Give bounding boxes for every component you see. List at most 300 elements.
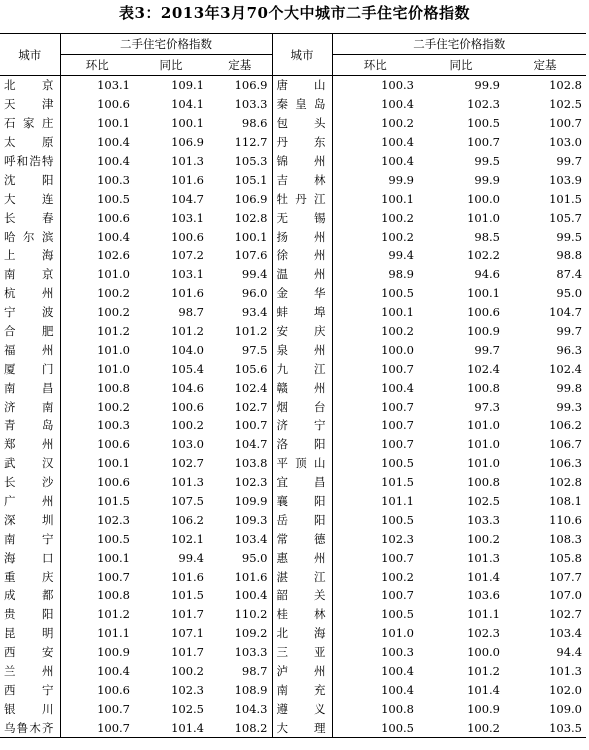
table-row (0, 227, 586, 246)
table-row (0, 510, 586, 529)
right-fixed-cell: 108.3 (549, 531, 583, 546)
yoy-header-right: 同比 (418, 55, 504, 76)
left-mom-cell: 102.6 (60, 246, 134, 265)
right-mom-cell: 100.4 (332, 662, 418, 681)
left-yoy-cell: 103.1 (171, 267, 204, 282)
right-city-cell: 三 亚 (276, 645, 326, 660)
left-mom-cell: 100.4 (60, 227, 134, 246)
right-city-cell: 扬 州 (276, 229, 326, 244)
left-mom-cell: 100.7 (60, 567, 134, 586)
left-city-cell: 合 肥 (4, 324, 54, 339)
left-fixed-cell: 105.3 (208, 152, 272, 171)
left-mom-cell: 101.0 (60, 340, 134, 359)
right-city-cell: 湛 江 (276, 569, 326, 584)
left-city-cell: 武 汉 (4, 456, 54, 471)
right-mom-cell: 100.0 (332, 340, 418, 359)
left-yoy-cell: 101.7 (171, 607, 204, 622)
left-yoy-cell: 102.1 (171, 531, 204, 546)
left-city-cell: 长 春 (4, 210, 54, 225)
left-mom-cell: 100.8 (60, 586, 134, 605)
right-mom-cell: 100.5 (332, 718, 418, 737)
right-fixed-cell: 102.8 (549, 78, 583, 93)
left-city-cell: 哈尔滨 (4, 229, 54, 244)
right-fixed-cell: 104.7 (549, 305, 583, 320)
right-city-cell: 泉 州 (276, 342, 326, 357)
table-row (0, 643, 586, 662)
left-yoy-cell: 109.1 (171, 78, 204, 93)
left-mom-cell: 103.1 (60, 76, 134, 95)
price-index-table (0, 33, 586, 738)
right-fixed-cell: 95.0 (556, 286, 583, 301)
left-mom-cell: 100.7 (60, 699, 134, 718)
left-city-cell: 杭 州 (4, 286, 54, 301)
table-row (0, 492, 586, 511)
right-fixed-cell: 108.1 (549, 494, 583, 509)
right-fixed-cell: 87.4 (556, 267, 583, 282)
right-city-cell: 徐 州 (276, 248, 326, 263)
table-row (0, 246, 586, 265)
right-city-cell: 洛 阳 (276, 437, 326, 452)
table-row (0, 473, 586, 492)
right-yoy-cell: 101.2 (467, 664, 500, 679)
right-fixed-cell: 109.0 (549, 701, 583, 716)
left-city-cell: 兰 州 (4, 664, 54, 679)
table-row (0, 529, 586, 548)
left-city-cell: 南 宁 (4, 531, 54, 546)
right-yoy-cell: 102.5 (467, 494, 500, 509)
left-city-cell: 昆 明 (4, 626, 54, 641)
left-mom-cell: 100.6 (60, 435, 134, 454)
table-row (0, 662, 586, 681)
left-city-cell: 长 沙 (4, 475, 54, 490)
left-fixed-cell: 105.1 (208, 170, 272, 189)
left-fixed-cell: 108.9 (208, 681, 272, 700)
right-city-cell: 平顶山 (276, 456, 326, 471)
table-row (0, 76, 586, 95)
right-yoy-cell: 99.5 (474, 154, 500, 168)
index-group-header-left: 二手住宅价格指数 (60, 34, 272, 55)
left-mom-cell: 100.3 (60, 170, 134, 189)
left-yoy-cell: 106.9 (171, 135, 204, 150)
right-mom-cell: 100.4 (332, 95, 418, 114)
right-city-cell: 秦皇岛 (276, 97, 326, 112)
table-body (0, 76, 586, 738)
table-row (0, 322, 586, 341)
right-mom-cell: 101.5 (332, 473, 418, 492)
right-city-cell: 常 德 (276, 531, 326, 546)
right-fixed-cell: 103.4 (549, 626, 583, 641)
left-fixed-cell: 105.6 (208, 359, 272, 378)
table-row (0, 624, 586, 643)
right-mom-cell: 100.7 (332, 435, 418, 454)
right-mom-cell: 102.3 (332, 529, 418, 548)
right-yoy-cell: 100.9 (467, 701, 500, 716)
right-city-cell: 泸 州 (276, 664, 326, 679)
right-mom-cell: 98.9 (332, 265, 418, 284)
left-mom-cell: 100.6 (60, 95, 134, 114)
right-mom-cell: 100.3 (332, 76, 418, 95)
left-mom-cell: 100.6 (60, 208, 134, 227)
left-fixed-cell: 97.5 (208, 340, 272, 359)
right-mom-cell: 100.7 (332, 397, 418, 416)
right-fixed-cell: 102.5 (549, 97, 583, 112)
left-yoy-cell: 100.2 (171, 664, 204, 679)
right-yoy-cell: 99.9 (474, 172, 500, 187)
left-fixed-cell: 99.4 (208, 265, 272, 284)
mom-header-right: 环比 (332, 55, 418, 76)
table-row (0, 454, 586, 473)
left-yoy-cell: 100.6 (171, 229, 204, 244)
yoy-header-left: 同比 (134, 55, 208, 76)
left-mom-cell: 101.0 (60, 359, 134, 378)
left-yoy-cell: 102.5 (171, 701, 204, 716)
city-header-right: 城市 (272, 34, 332, 76)
left-mom-cell: 100.8 (60, 378, 134, 397)
left-fixed-cell: 104.7 (208, 435, 272, 454)
right-fixed-cell: 98.8 (556, 248, 583, 263)
left-city-cell: 天 津 (4, 97, 54, 112)
left-city-cell: 重 庆 (4, 569, 54, 584)
right-mom-cell: 99.4 (332, 246, 418, 265)
left-yoy-cell: 104.6 (171, 380, 204, 395)
left-yoy-cell: 103.0 (171, 437, 204, 452)
left-mom-cell: 101.2 (60, 605, 134, 624)
right-fixed-cell: 101.5 (549, 191, 583, 206)
table-row (0, 681, 586, 700)
right-yoy-cell: 101.0 (467, 418, 500, 433)
left-mom-cell: 100.2 (60, 303, 134, 322)
right-yoy-cell: 100.8 (467, 475, 500, 490)
right-yoy-cell: 100.8 (467, 380, 500, 395)
left-mom-cell: 100.7 (60, 718, 134, 737)
right-fixed-cell: 110.6 (549, 512, 583, 527)
left-yoy-cell: 102.3 (171, 682, 204, 697)
right-mom-cell: 100.2 (332, 114, 418, 133)
right-fixed-cell: 105.8 (549, 550, 583, 565)
left-city-cell: 福 州 (4, 342, 54, 357)
right-city-cell: 南 充 (276, 682, 326, 697)
left-yoy-cell: 100.2 (171, 418, 204, 433)
table-row (0, 699, 586, 718)
right-city-cell: 大 理 (272, 718, 332, 737)
table-row (0, 170, 586, 189)
right-fixed-cell: 99.3 (556, 399, 583, 414)
right-yoy-cell: 100.7 (467, 135, 500, 150)
right-city-cell: 蚌 埠 (276, 305, 326, 320)
right-city-cell: 安 庆 (276, 324, 326, 339)
right-yoy-cell: 100.2 (418, 718, 504, 737)
table-row (0, 189, 586, 208)
right-city-cell: 金 华 (276, 286, 326, 301)
left-yoy-cell: 107.5 (171, 494, 204, 509)
left-city-cell: 深 圳 (4, 512, 54, 527)
left-fixed-cell: 100.1 (208, 227, 272, 246)
right-mom-cell: 100.2 (332, 208, 418, 227)
left-mom-cell: 101.0 (60, 265, 134, 284)
left-city-cell: 广 州 (4, 494, 54, 509)
right-city-cell: 赣 州 (276, 380, 326, 395)
right-fixed-cell: 99.5 (556, 229, 583, 244)
left-yoy-cell: 100.1 (171, 116, 204, 131)
right-yoy-cell: 100.5 (467, 116, 500, 131)
left-yoy-cell: 107.1 (171, 626, 204, 641)
left-fixed-cell: 93.4 (208, 303, 272, 322)
left-fixed-cell: 106.9 (208, 189, 272, 208)
right-city-cell: 岳 阳 (276, 512, 326, 527)
right-city-cell: 济 宁 (276, 418, 326, 433)
left-fixed-cell: 107.6 (208, 246, 272, 265)
left-mom-cell: 100.6 (60, 473, 134, 492)
right-city-cell: 韶 关 (276, 588, 326, 603)
left-yoy-cell: 102.7 (171, 456, 204, 471)
right-fixed-cell: 102.8 (549, 475, 583, 490)
right-city-cell: 丹 东 (276, 135, 326, 150)
left-city-cell: 青 岛 (4, 418, 54, 433)
right-city-cell: 遵 义 (276, 701, 326, 716)
left-fixed-cell: 98.7 (208, 662, 272, 681)
table-row (0, 416, 586, 435)
fixed-header-right: 定基 (504, 55, 586, 76)
right-yoy-cell: 100.1 (467, 286, 500, 301)
right-yoy-cell: 100.9 (467, 324, 500, 339)
left-city-cell: 南 昌 (4, 380, 54, 395)
right-fixed-cell: 103.0 (549, 135, 583, 150)
right-yoy-cell: 101.4 (467, 569, 500, 584)
right-mom-cell: 100.5 (332, 284, 418, 303)
index-group-header-right: 二手住宅价格指数 (332, 34, 586, 55)
right-city-cell: 北 海 (276, 626, 326, 641)
right-fixed-cell: 99.7 (556, 324, 583, 339)
right-city-cell: 唐 山 (276, 78, 326, 93)
table-row (0, 95, 586, 114)
table-row (0, 359, 586, 378)
left-mom-cell: 101.5 (60, 492, 134, 511)
left-city-cell: 宁 波 (4, 305, 54, 320)
right-mom-cell: 100.5 (332, 605, 418, 624)
left-city-cell: 海 口 (4, 550, 54, 565)
right-yoy-cell: 101.0 (467, 210, 500, 225)
right-mom-cell: 100.7 (332, 416, 418, 435)
right-city-cell: 吉 林 (276, 172, 326, 187)
left-fixed-cell: 103.4 (208, 529, 272, 548)
left-yoy-cell: 106.2 (171, 512, 204, 527)
left-mom-cell: 100.4 (60, 662, 134, 681)
right-mom-cell: 100.1 (332, 189, 418, 208)
right-fixed-cell: 107.7 (549, 569, 583, 584)
right-mom-cell: 100.2 (332, 567, 418, 586)
right-yoy-cell: 102.4 (467, 361, 500, 376)
left-city-cell: 济 南 (4, 399, 54, 414)
right-mom-cell: 100.7 (332, 586, 418, 605)
right-fixed-cell: 102.4 (549, 361, 583, 376)
left-yoy-cell: 98.7 (178, 305, 204, 320)
right-city-cell: 宜 昌 (276, 475, 326, 490)
left-city-cell: 西 安 (4, 645, 54, 660)
table-row (0, 567, 586, 586)
right-mom-cell: 100.4 (332, 152, 418, 171)
left-yoy-cell: 104.7 (171, 191, 204, 206)
right-city-cell: 九 江 (276, 361, 326, 376)
right-yoy-cell: 99.7 (474, 342, 500, 357)
right-city-cell: 锦 州 (276, 154, 326, 168)
right-yoy-cell: 103.3 (467, 512, 500, 527)
right-mom-cell: 100.4 (332, 378, 418, 397)
right-fixed-cell: 102.0 (549, 682, 583, 697)
left-yoy-cell: 101.6 (171, 569, 204, 584)
right-mom-cell: 100.2 (332, 227, 418, 246)
left-yoy-cell: 101.2 (171, 324, 204, 339)
right-yoy-cell: 100.0 (467, 191, 500, 206)
fixed-header-left: 定基 (208, 55, 272, 76)
right-fixed-cell: 100.7 (549, 116, 583, 131)
right-yoy-cell: 102.3 (467, 97, 500, 112)
right-yoy-cell: 100.2 (467, 531, 500, 546)
right-fixed-cell: 103.5 (504, 718, 586, 737)
table-row (0, 340, 586, 359)
left-mom-cell: 101.1 (60, 624, 134, 643)
left-fixed-cell: 103.3 (208, 95, 272, 114)
left-fixed-cell: 112.7 (208, 133, 272, 152)
right-mom-cell: 100.4 (332, 133, 418, 152)
left-city-cell: 北 京 (4, 78, 54, 93)
left-mom-cell: 100.4 (60, 152, 134, 171)
table-row (0, 435, 586, 454)
left-fixed-cell: 101.2 (208, 322, 272, 341)
right-mom-cell: 100.7 (332, 359, 418, 378)
left-city-cell: 上 海 (4, 248, 54, 263)
right-yoy-cell: 98.5 (474, 229, 500, 244)
left-mom-cell: 100.2 (60, 284, 134, 303)
right-mom-cell: 100.2 (332, 322, 418, 341)
left-city-cell: 郑 州 (4, 437, 54, 452)
left-city-cell: 太 原 (4, 135, 54, 150)
table-row (0, 303, 586, 322)
right-yoy-cell: 100.6 (467, 305, 500, 320)
right-mom-cell: 100.8 (332, 699, 418, 718)
table-row (0, 378, 586, 397)
right-fixed-cell: 107.0 (549, 588, 583, 603)
right-yoy-cell: 97.3 (474, 399, 500, 414)
left-fixed-cell: 110.2 (208, 605, 272, 624)
right-city-cell: 牡丹江 (276, 191, 326, 206)
left-mom-cell: 101.2 (60, 322, 134, 341)
left-city-cell: 成 都 (4, 588, 54, 603)
right-mom-cell: 100.1 (332, 303, 418, 322)
right-yoy-cell: 94.6 (474, 267, 500, 282)
left-fixed-cell: 103.8 (208, 454, 272, 473)
right-city-cell: 桂 林 (276, 607, 326, 622)
right-city-cell: 温 州 (276, 267, 326, 282)
right-yoy-cell: 102.2 (467, 248, 500, 263)
right-yoy-cell: 103.6 (467, 588, 500, 603)
left-mom-cell: 100.6 (60, 681, 134, 700)
left-city-cell: 银 川 (4, 701, 54, 716)
right-yoy-cell: 99.9 (474, 78, 500, 93)
right-mom-cell: 101.0 (332, 624, 418, 643)
left-fixed-cell: 100.4 (208, 586, 272, 605)
left-fixed-cell: 101.6 (208, 567, 272, 586)
left-fixed-cell: 108.2 (208, 718, 272, 737)
right-city-cell: 惠 州 (276, 550, 326, 565)
right-yoy-cell: 101.0 (467, 456, 500, 471)
left-yoy-cell: 107.2 (171, 248, 204, 263)
right-fixed-cell: 96.3 (556, 342, 583, 357)
left-mom-cell: 100.2 (60, 397, 134, 416)
left-fixed-cell: 102.4 (208, 378, 272, 397)
table-row (0, 114, 586, 133)
left-mom-cell: 100.9 (60, 643, 134, 662)
left-city-cell: 大 连 (4, 191, 54, 206)
right-fixed-cell: 106.3 (549, 456, 583, 471)
table-row (0, 152, 586, 171)
left-fixed-cell: 96.0 (208, 284, 272, 303)
left-city-cell: 贵 阳 (4, 607, 54, 622)
right-mom-cell: 100.4 (332, 681, 418, 700)
right-city-cell: 烟 台 (276, 399, 326, 414)
left-fixed-cell: 102.3 (208, 473, 272, 492)
left-mom-cell: 100.3 (60, 416, 134, 435)
left-city-cell: 厦 门 (4, 361, 54, 376)
left-yoy-cell: 103.1 (171, 210, 204, 225)
right-fixed-cell: 99.7 (556, 154, 583, 168)
left-yoy-cell: 100.6 (171, 399, 204, 414)
table-row (0, 586, 586, 605)
left-yoy-cell: 101.6 (171, 286, 204, 301)
left-mom-cell: 100.1 (60, 548, 134, 567)
left-yoy-cell: 101.6 (171, 172, 204, 187)
table-row (0, 718, 586, 737)
left-yoy-cell: 101.4 (134, 718, 208, 737)
right-fixed-cell: 102.7 (549, 607, 583, 622)
left-mom-cell: 100.4 (60, 133, 134, 152)
table-title: 表3：2013年3月70个大中城市二手住宅价格指数 (119, 4, 470, 22)
left-fixed-cell: 102.8 (208, 208, 272, 227)
right-mom-cell: 99.9 (332, 170, 418, 189)
left-city-cell: 沈 阳 (4, 172, 54, 187)
right-fixed-cell: 106.7 (549, 437, 583, 452)
left-mom-cell: 100.1 (60, 114, 134, 133)
left-fixed-cell: 104.3 (208, 699, 272, 718)
right-yoy-cell: 101.0 (467, 437, 500, 452)
right-city-cell: 无 锡 (276, 210, 326, 225)
right-mom-cell: 100.7 (332, 548, 418, 567)
left-fixed-cell: 109.2 (208, 624, 272, 643)
right-fixed-cell: 94.4 (556, 645, 583, 660)
right-mom-cell: 101.1 (332, 492, 418, 511)
left-fixed-cell: 109.3 (208, 510, 272, 529)
left-fixed-cell: 102.7 (208, 397, 272, 416)
left-city-cell: 石家庄 (4, 116, 54, 131)
left-fixed-cell: 100.7 (208, 416, 272, 435)
left-city-cell: 呼和浩特 (4, 154, 54, 168)
table-row (0, 397, 586, 416)
left-yoy-cell: 101.3 (171, 154, 204, 168)
right-yoy-cell: 100.0 (467, 645, 500, 660)
left-fixed-cell: 98.6 (208, 114, 272, 133)
left-yoy-cell: 101.7 (171, 645, 204, 660)
left-mom-cell: 100.5 (60, 529, 134, 548)
left-yoy-cell: 101.5 (171, 588, 204, 603)
left-yoy-cell: 104.0 (171, 342, 204, 357)
table-row (0, 548, 586, 567)
left-yoy-cell: 104.1 (171, 97, 204, 112)
left-city-cell: 南 京 (4, 267, 54, 282)
right-city-cell: 包 头 (276, 116, 326, 131)
table-row (0, 133, 586, 152)
table-row (0, 284, 586, 303)
left-yoy-cell: 101.3 (171, 475, 204, 490)
table-row (0, 605, 586, 624)
